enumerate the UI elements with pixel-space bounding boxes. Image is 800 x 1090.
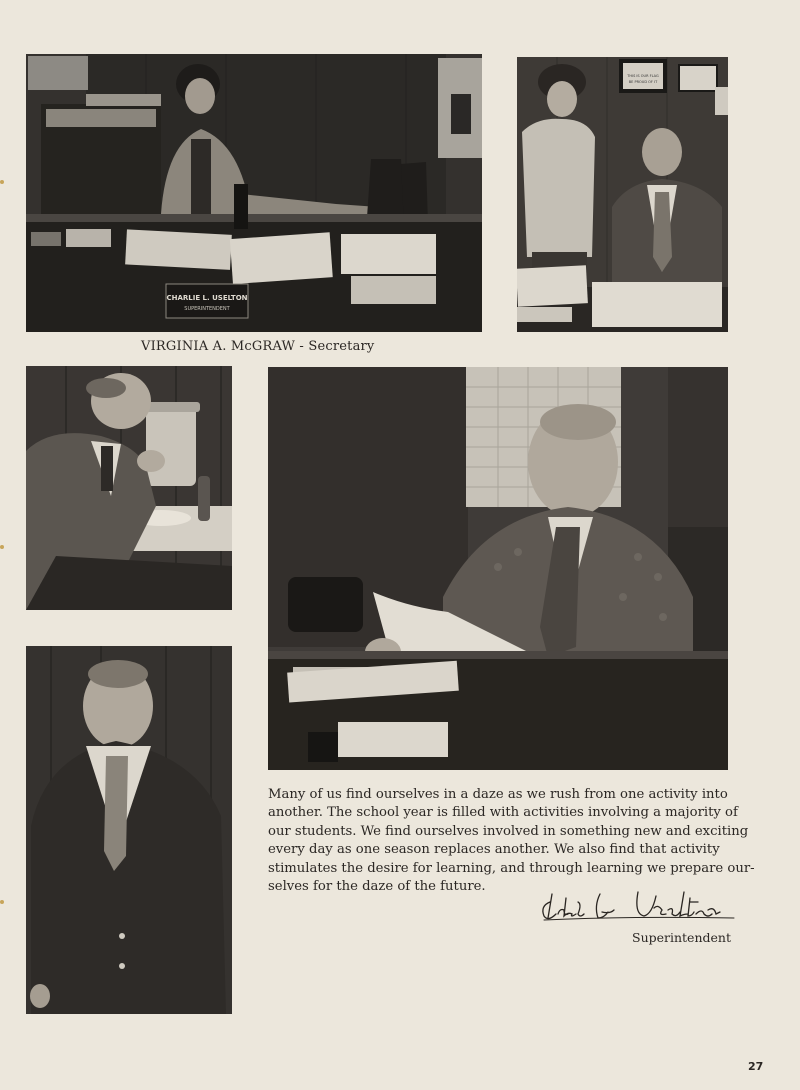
- message-line: our students. We find ourselves involved in something new and exciting: [268, 823, 749, 839]
- nameplate-name: CHARLIE L. USELTON: [166, 294, 248, 302]
- binding-mark: [0, 900, 4, 904]
- message-line: Many of us find ourselves in a daze as we rush from one activity into: [268, 787, 728, 802]
- binding-mark: [0, 180, 4, 184]
- photo-office-meeting: [517, 57, 728, 332]
- photo-man-eating-lunch: [26, 366, 232, 610]
- message-line: selves for the daze of the future.: [268, 879, 486, 895]
- photo-caption: VIRGINIA A. McGRAW - Secretary: [141, 339, 375, 354]
- photo-superintendent-portrait: [26, 646, 232, 1014]
- poster-line-2: BE PROUD OF IT: [628, 80, 658, 84]
- handwritten-signature: [538, 884, 738, 930]
- binding-mark: [0, 545, 4, 549]
- superintendent-message: [268, 786, 755, 896]
- message-line: every day as one season replaces another. We also find that activity: [268, 842, 720, 858]
- signature-title: Superintendent: [632, 930, 731, 945]
- photo-superintendent-reading: [268, 367, 728, 770]
- poster-line-1: THIS IS OUR FLAG: [627, 74, 659, 78]
- page-number: 27: [748, 1060, 764, 1073]
- nameplate-title: SUPERINTENDENT: [184, 306, 230, 312]
- message-line: stimulates the desire for learning, and through learning we prepare our-: [268, 860, 755, 876]
- photo-secretary-at-desk: [26, 54, 482, 332]
- message-line: another. The school year is filled with activities involving a majority of: [268, 805, 738, 821]
